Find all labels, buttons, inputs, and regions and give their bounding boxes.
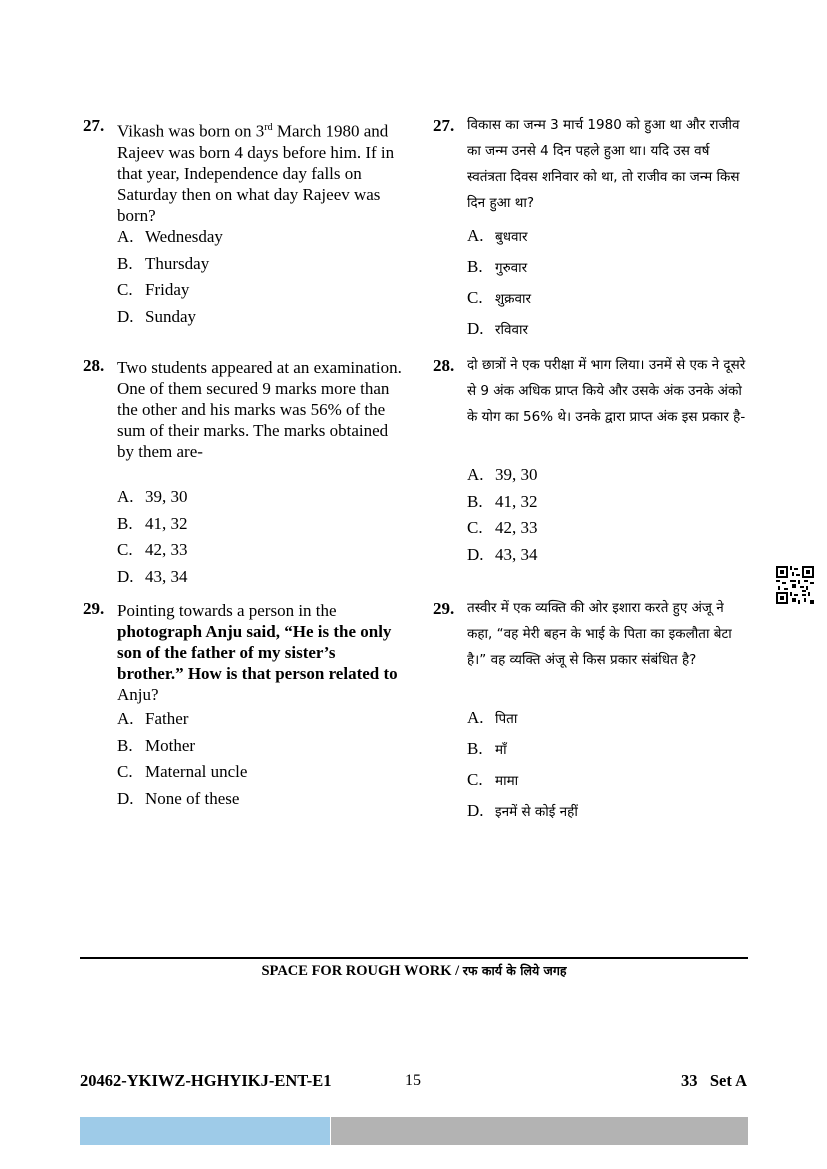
option-c: C. 42, 33 [467,518,538,537]
options-list [117,484,402,590]
option-d: D. इनमें से कोई नहीं [467,801,578,820]
option-c: C. Friday [117,280,190,299]
option-a: A. बुधवार [467,226,528,245]
question-number: 27. [433,116,455,135]
question-text: Two students appeared at an examination. One of them secured 9 marks more than the other and his marks was 56% of the sum of their marks. The marks obtained by them are- [117,358,402,461]
question-number: 27. [83,116,105,135]
question-text-part: Vikash was born on 3 [117,121,265,141]
options-list [467,220,752,344]
options-list [117,224,402,330]
option-a: A. पिता [467,708,518,727]
question-number: 28. [83,356,105,375]
question-text-part: Pointing towards a person in the [117,601,337,620]
option-b: B. 41, 32 [117,513,188,533]
question-number: 29. [83,599,105,618]
option-b: B. 41, 32 [467,491,538,511]
option-d: D. None of these [117,788,240,808]
question-text-part: March 1980 and Rajeev was born 4 days before him. If in that year, Independence day falls on Saturday then on what day Rajeev was born? [117,121,395,225]
question-number: 28. [433,356,455,375]
option-b: B. Thursday [117,253,210,273]
question-text [117,117,402,226]
page-number: 15 [405,1072,421,1089]
option-a: A. 39, 30 [117,487,188,506]
set-label: 33 Set A [681,1071,747,1090]
question-text: दो छात्रों ने एक परीक्षा में भाग लिया। उनमें से एक ने दूसरे से 9 अंक अधिक प्राप्त किये और उसके अंक उनके अंको के योग का 56% थे। उनके द्वारा प्राप्त अंक इस प्रकार है- [467,357,746,425]
question-text-part: Anju? [117,685,159,704]
option-d: D. Sunday [117,306,196,326]
options-list [467,462,752,568]
option-c: C. शुक्रवार [467,288,532,307]
option-a: A. Wednesday [117,227,223,246]
question-number: 29. [433,599,455,618]
qr-code-icon [776,566,814,604]
option-c: C. 42, 33 [117,540,188,559]
option-b: B. गुरुवार [467,257,528,276]
question-text [117,600,402,705]
rough-work-english: SPACE FOR ROUGH WORK / [261,963,463,979]
options-list [117,706,402,812]
option-d: D. 43, 34 [467,544,538,564]
question-text: तस्वीर में एक व्यक्ति की ओर इशारा करते हुए अंजू ने कहा, “वह मेरी बहन के भाई के पिता का इकलौता बेटा है।” वह व्यक्ति अंजू से किस प्रकार संबंधित है? [467,600,732,668]
option-c: C. Maternal uncle [117,762,248,781]
option-d: D. 43, 34 [117,566,188,586]
rough-work-hindi: रफ कार्य के लिये जगह [462,963,567,978]
question-text: विकास का जन्म 3 मार्च 1980 को हुआ था और राजीव का जन्म उनसे 4 दिन पहले हुआ था। यदि उस वर्ष स्वतंत्रता दिवस शनिवार को था, तो राजीव का जन्म किस दिन हुआ था? [467,117,740,211]
option-c: C. मामा [467,770,519,789]
booklet-code: 20462-YKIWZ-HGHYIKJ-ENT-E1 [80,1071,332,1090]
footer-bar-blue [80,1117,330,1145]
options-list [467,702,752,826]
question-text-bold: photograph Anju said, “He is the only son of the father of my sister’s brother.” How is that person related to [117,622,398,683]
option-a: A. 39, 30 [467,465,538,484]
rough-work-divider [80,957,748,959]
superscript: rd [264,122,273,133]
rough-work-label [80,962,748,980]
option-b: B. Mother [117,735,196,755]
option-b: B. माँ [467,739,507,758]
option-d: D. रविवार [467,319,529,338]
footer-bar-gray [331,1117,748,1145]
option-a: A. Father [117,709,189,728]
